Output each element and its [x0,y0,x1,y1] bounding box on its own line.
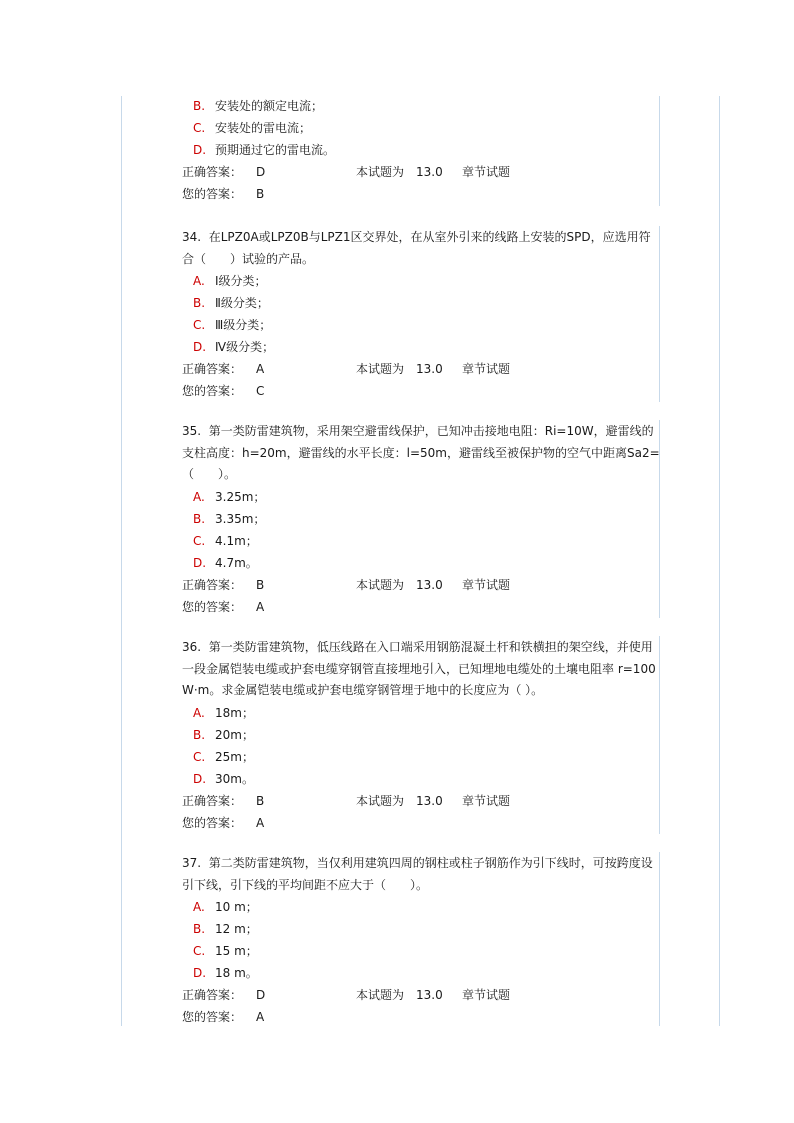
option-d: D. 18 m。 [193,966,258,980]
option-b: B. 3.35m； [193,511,266,526]
option-b: B. Ⅱ级分类； [193,296,269,310]
score-label: 本试题为 13.0 [356,793,443,808]
question-33 [182,95,660,205]
correct-answer: B [256,793,265,808]
correct-answer: B [256,577,265,592]
option-a: A. Ⅰ级分类； [193,274,267,288]
option-d: D. 4.7m。 [193,555,258,570]
question-stem: 37. 第二类防雷建筑物，当仅利用建筑四周的钢柱或柱子钢筋作为引下线时，可按跨度设引下线，引下线的平均间距不应大于（ ）。 [182,856,653,892]
option-d: D. 30m。 [193,771,254,786]
your-answer: B [256,187,265,201]
option-b: B. 安装处的额定电流； [193,99,324,113]
chapter-label: 章节试题 [462,165,511,179]
question-number: 35. [182,424,202,438]
correct-answer: A [256,362,265,376]
question-stem: 34. 在LPZ0A或LPZ0B与LPZ1区交界处，在从室外引来的线路上安装的SPD，应选用符合（ ）试验的产品。 [182,230,651,266]
question-35 [182,421,660,618]
your-answer: A [256,815,265,830]
left-border-line [121,96,122,1026]
chapter-label: 章节试题 [462,988,511,1002]
question-36 [182,637,660,834]
option-c: C. Ⅲ级分类； [193,318,272,332]
option-c: C. 安装处的雷电流； [193,121,312,135]
score-label: 本试题为 13.0 [356,165,443,179]
correct-answer-row: 正确答案： B 本试题为 13.0 章节试题 [182,574,660,596]
option-d: D. 预期通过它的雷电流。 [193,143,336,157]
your-answer-row: 您的答案： A [182,815,265,830]
question-number: 37. [182,856,202,870]
option-c: C. 4.1m； [193,533,258,548]
option-c: C. 15 m； [193,944,258,958]
your-answer: C [256,384,265,398]
question-stem: 36. 第一类防雷建筑物，低压线路在入口端采用钢筋混凝土杆和铁横担的架空线，并使用一段金属铠装电缆或护套电缆穿钢管直接埋地引入，已知埋地电缆处的土壤电阻率 r=100W·m。求金属铠装电缆或护套电缆穿钢管埋于地中的长度应为（ ）。 [182,640,656,697]
question-number: 34. [182,230,202,244]
score-label: 本试题为 13.0 [356,577,443,592]
correct-answer: D [256,988,266,1002]
score-label: 本试题为 13.0 [356,988,443,1002]
option-b: B. 20m； [193,727,254,742]
right-border-line [719,96,720,1026]
correct-answer-row: 正确答案： A 本试题为 13.0 章节试题 [182,358,660,380]
option-c: C. 25m； [193,749,254,764]
option-a: A. 18m； [193,705,254,720]
your-answer-row: 您的答案： A [182,1010,265,1024]
your-answer: A [256,1010,265,1024]
chapter-label: 章节试题 [462,793,511,808]
your-answer-row: 您的答案： C [182,384,265,398]
option-a: A. 10 m； [193,900,258,914]
question-stem: 35. 第一类防雷建筑物，采用架空避雷线保护，已知冲击接地电阻：Ri=10W，避雷线的支柱高度：h=20m，避雷线的水平长度：l=50m，避雷线至被保护物的空气中距离Sa2=（ ）。 [182,424,660,481]
option-d: D. Ⅳ级分类； [193,340,275,354]
option-a: A. 3.25m； [193,489,266,504]
question-34 [182,227,660,402]
score-label: 本试题为 13.0 [356,362,443,376]
question-37 [182,853,660,1028]
correct-answer-row: 正确答案： D 本试题为 13.0 章节试题 [182,161,660,183]
chapter-label: 章节试题 [462,577,511,592]
correct-answer-row: 正确答案： B 本试题为 13.0 章节试题 [182,790,660,812]
your-answer-row: 您的答案： A [182,599,265,614]
chapter-label: 章节试题 [462,362,511,376]
question-number: 36. [182,640,202,654]
correct-answer: D [256,165,266,179]
your-answer: A [256,599,265,614]
option-b: B. 12 m； [193,922,258,936]
your-answer-row: 您的答案： B [182,187,265,201]
correct-answer-row: 正确答案： D 本试题为 13.0 章节试题 [182,984,660,1006]
